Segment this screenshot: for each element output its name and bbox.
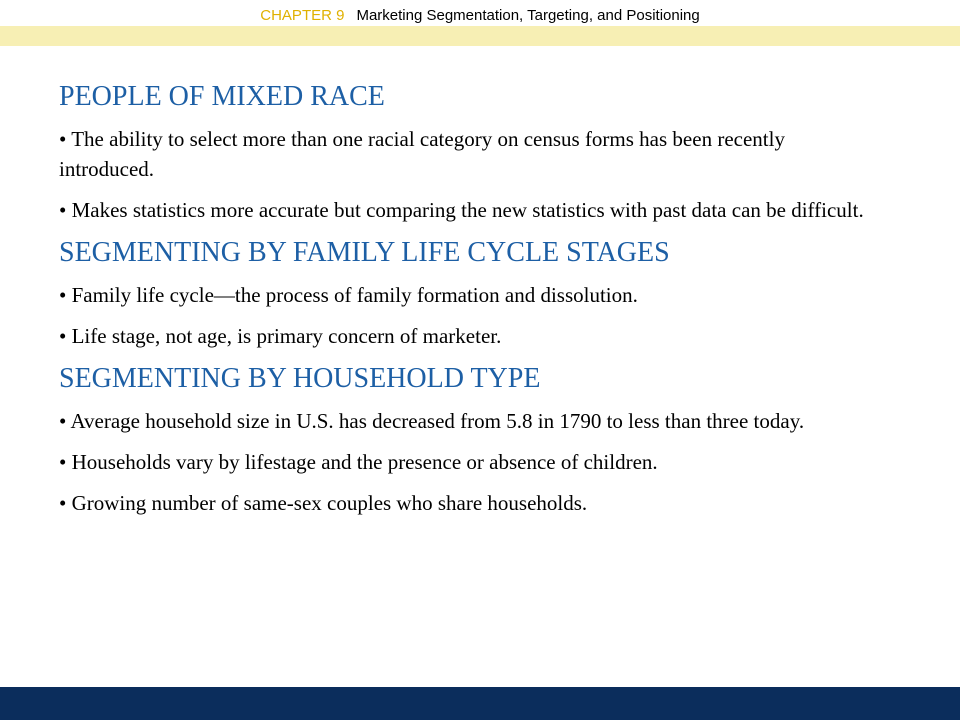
bullet-item: • Average household size in U.S. has decreased from 5.8 in 1790 to less than three today. bbox=[59, 409, 805, 433]
section-mixed-race bbox=[59, 80, 879, 225]
chapter-title: Marketing Segmentation, Targeting, and Positioning bbox=[356, 7, 700, 24]
bullet-item: • The ability to select more than one racial category on census forms has been recently introduced. bbox=[59, 127, 785, 181]
section-heading: SEGMENTING BY HOUSEHOLD TYPE bbox=[59, 363, 541, 394]
bullet-item: • Life stage, not age, is primary concern of marketer. bbox=[59, 324, 502, 348]
chapter-header bbox=[0, 6, 960, 26]
section-household-type bbox=[59, 362, 879, 518]
slide-content bbox=[59, 80, 879, 529]
section-family-life-cycle bbox=[59, 236, 879, 351]
footer-bar bbox=[0, 687, 960, 720]
bullet-item: • Family life cycle—the process of family formation and dissolution. bbox=[59, 283, 638, 307]
section-heading: SEGMENTING BY FAMILY LIFE CYCLE STAGES bbox=[59, 237, 670, 268]
section-heading: PEOPLE OF MIXED RACE bbox=[59, 81, 385, 112]
bullet-item: • Growing number of same-sex couples who share households. bbox=[59, 491, 588, 515]
bullet-item: • Households vary by lifestage and the presence or absence of children. bbox=[59, 450, 658, 474]
chapter-label: CHAPTER 9 bbox=[260, 7, 345, 24]
header-band bbox=[0, 26, 960, 46]
bullet-item: • Makes statistics more accurate but comparing the new statistics with past data can be difficult. bbox=[59, 198, 864, 222]
